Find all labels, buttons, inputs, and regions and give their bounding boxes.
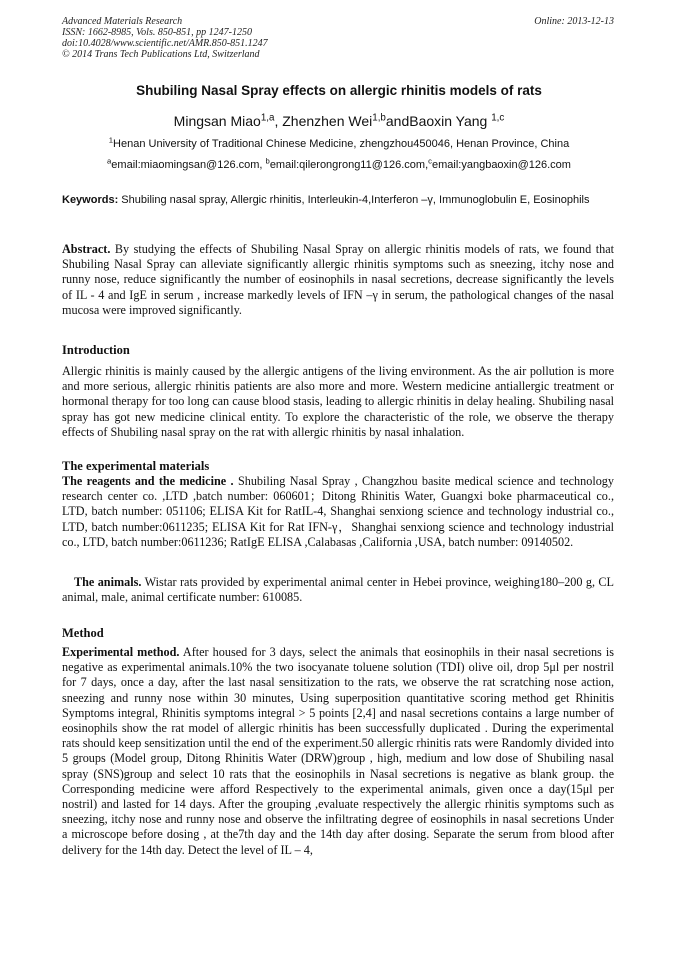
email-a: email:miaomingsan@126.com,: [111, 159, 266, 171]
keywords: [62, 194, 614, 208]
abstract: [62, 242, 614, 318]
email-sup: a: [107, 156, 112, 166]
section-heading-materials: The experimental materials: [62, 459, 210, 473]
author-name: Mingsan Miao: [173, 113, 261, 129]
abstract-label: Abstract.: [62, 242, 111, 256]
method-label: Experimental method.: [62, 645, 180, 659]
author-name: Zhenzhen Wei: [282, 113, 373, 129]
method-paragraph: [62, 645, 614, 858]
author-sup: 1,b: [372, 112, 386, 124]
method-text: After housed for 3 days, select the animals that eosinophils in their nasal secretions is negative as experimental animals.10% the two isocyanate toluene solution (TDI) olive oil, drop 5μl per nostril for 7 days, once a day, after the last nasal sensitization to the rats, we observe the rat scratching nose action, sneezing and runny nose within 30 minutes, Using superposition quantitative scoring method get Rhinitis Symptoms integral, Rhinitis symptoms integral > 5 points [2,4] and nasal secretions contains a large number of eosinophils show the rat model of allergic rhinitis has been successfully duplicated . During the experimental rats should keep sensitization until the end of the experiment.50 allergic rhinitis rats were Randomly divided into 5 groups (Model group, Ditong Rhinitis Water (DRW)group , high, medium and low dose of Shubiling nasal spray (SNS)group and select 10 rats that the eosinophils in Nasal secretions is negative as blank group. the Corresponding medicine were afford Respectively to the experimental animals, given once a day(15μl per nostril) and lasted for 14 days. After the grouping ,evaluate respectively the allergic rhinitis symptoms such as sneezing, itchy nose and runny nose and observe the infiltrating degree of eosinophils in nasal secretions Under a microscope before dosing , at the7th day and the 14th day after dosing. Separate the serum from blood after delivery for the 14th day. Detect the level of IL – 4,: [62, 645, 614, 857]
reagents-text: Shubiling Nasal Spray , Changzhou basite medical science and technology research center co. ,LTD ,batch number: 060601；Ditong Rhinitis Water, Guangxi boke pharmaceutical co., LTD, batch number: 051106; ELISA Kit for RatIL-4, Shanghai senxiong science and technology industrial co., LTD, batch number:0611235; ELISA Kit for Rat IFN-γ，Shanghai senxiong science and technology industrial co., LTD, batch number:0611236; RatIgE ELISA ,Calabasas ,California ,USA, batch number: 09140502.: [62, 474, 614, 549]
abstract-text: By studying the effects of Shubiling Nasal Spray on allergic rhinitis models of rats, we found that Shubiling Nasal Spray can alleviate significantly allergic rhinitis symptoms such as sneezing, itchy nose and runny nose, reduce significantly the number of eosinophils in nasal secretions, decrease significantly the levels of IL - 4 and IgE in serum , increase markedly levels of IFN –γ in serum, the pathological changes of the nasal mucosa were improved significantly.: [62, 242, 614, 317]
section-heading-introduction: Introduction: [62, 343, 130, 357]
email-line: [0, 156, 678, 171]
author-line: [0, 113, 678, 129]
keywords-label: Keywords:: [62, 194, 119, 206]
email-sup: b: [265, 156, 270, 166]
affiliation-text: Henan University of Traditional Chinese Medicine, zhengzhou450046, Henan Province, China: [113, 138, 570, 150]
email-sup: c: [428, 156, 432, 166]
author-separator: ,: [274, 113, 283, 129]
online-date: Online: 2013-12-13: [534, 16, 614, 27]
paper-title: Shubiling Nasal Spray effects on allergic rhinitis models of rats: [136, 83, 542, 98]
animals-text: Wistar rats provided by experimental animal center in Hebei province, weighing180–200 g, CL animal, male, animal certificate number: 610085.: [62, 575, 614, 605]
author-sup: 1,c: [491, 112, 505, 124]
doi-line: doi:10.4028/www.scientific.net/AMR.850-851.1247: [62, 38, 268, 49]
email-c: email:yangbaoxin@126.com: [432, 159, 571, 171]
introduction-paragraph: Allergic rhinitis is mainly caused by the allergic antigens of the living environment. As the air pollution is more and more serious, allergic rhinitis patients are also more and more. Western medicine antiallergic treatment or hormonal therapy for too long can cause blood stasis, leading to allergic rhinitis in delay healing. Shubiling nasal spray has got new medicine clinical entity. To explore the characteristic of the role, we observe the therapy effects of Shubiling nasal spray on the rat with allergic rhinitis by nasal inhalation.: [62, 364, 614, 439]
author-name: Baoxin Yang: [409, 113, 492, 129]
issn-line: ISSN: 1662-8985, Vols. 850-851, pp 1247-1250: [62, 27, 252, 38]
animals-paragraph: [62, 575, 614, 605]
journal-meta: [62, 16, 268, 60]
reagents-label: The reagents and the medicine .: [62, 474, 234, 488]
section-heading-method: Method: [62, 626, 104, 640]
author-separator: and: [385, 113, 410, 129]
author-sup: 1,a: [260, 112, 275, 124]
journal-name: Advanced Materials Research: [62, 16, 183, 27]
affiliation-sup: 1: [108, 135, 114, 145]
copyright-line: © 2014 Trans Tech Publications Ltd, Switzerland: [62, 49, 260, 60]
affiliation: [0, 135, 678, 150]
email-b: email:qilerongrong11@126.com,: [269, 159, 429, 171]
animals-label: The animals.: [74, 575, 142, 589]
keywords-text: Shubiling nasal spray, Allergic rhinitis, Interleukin-4,Interferon –γ, Immunoglobulin E, Eosinophils: [118, 194, 590, 206]
reagents-paragraph: [62, 474, 614, 550]
